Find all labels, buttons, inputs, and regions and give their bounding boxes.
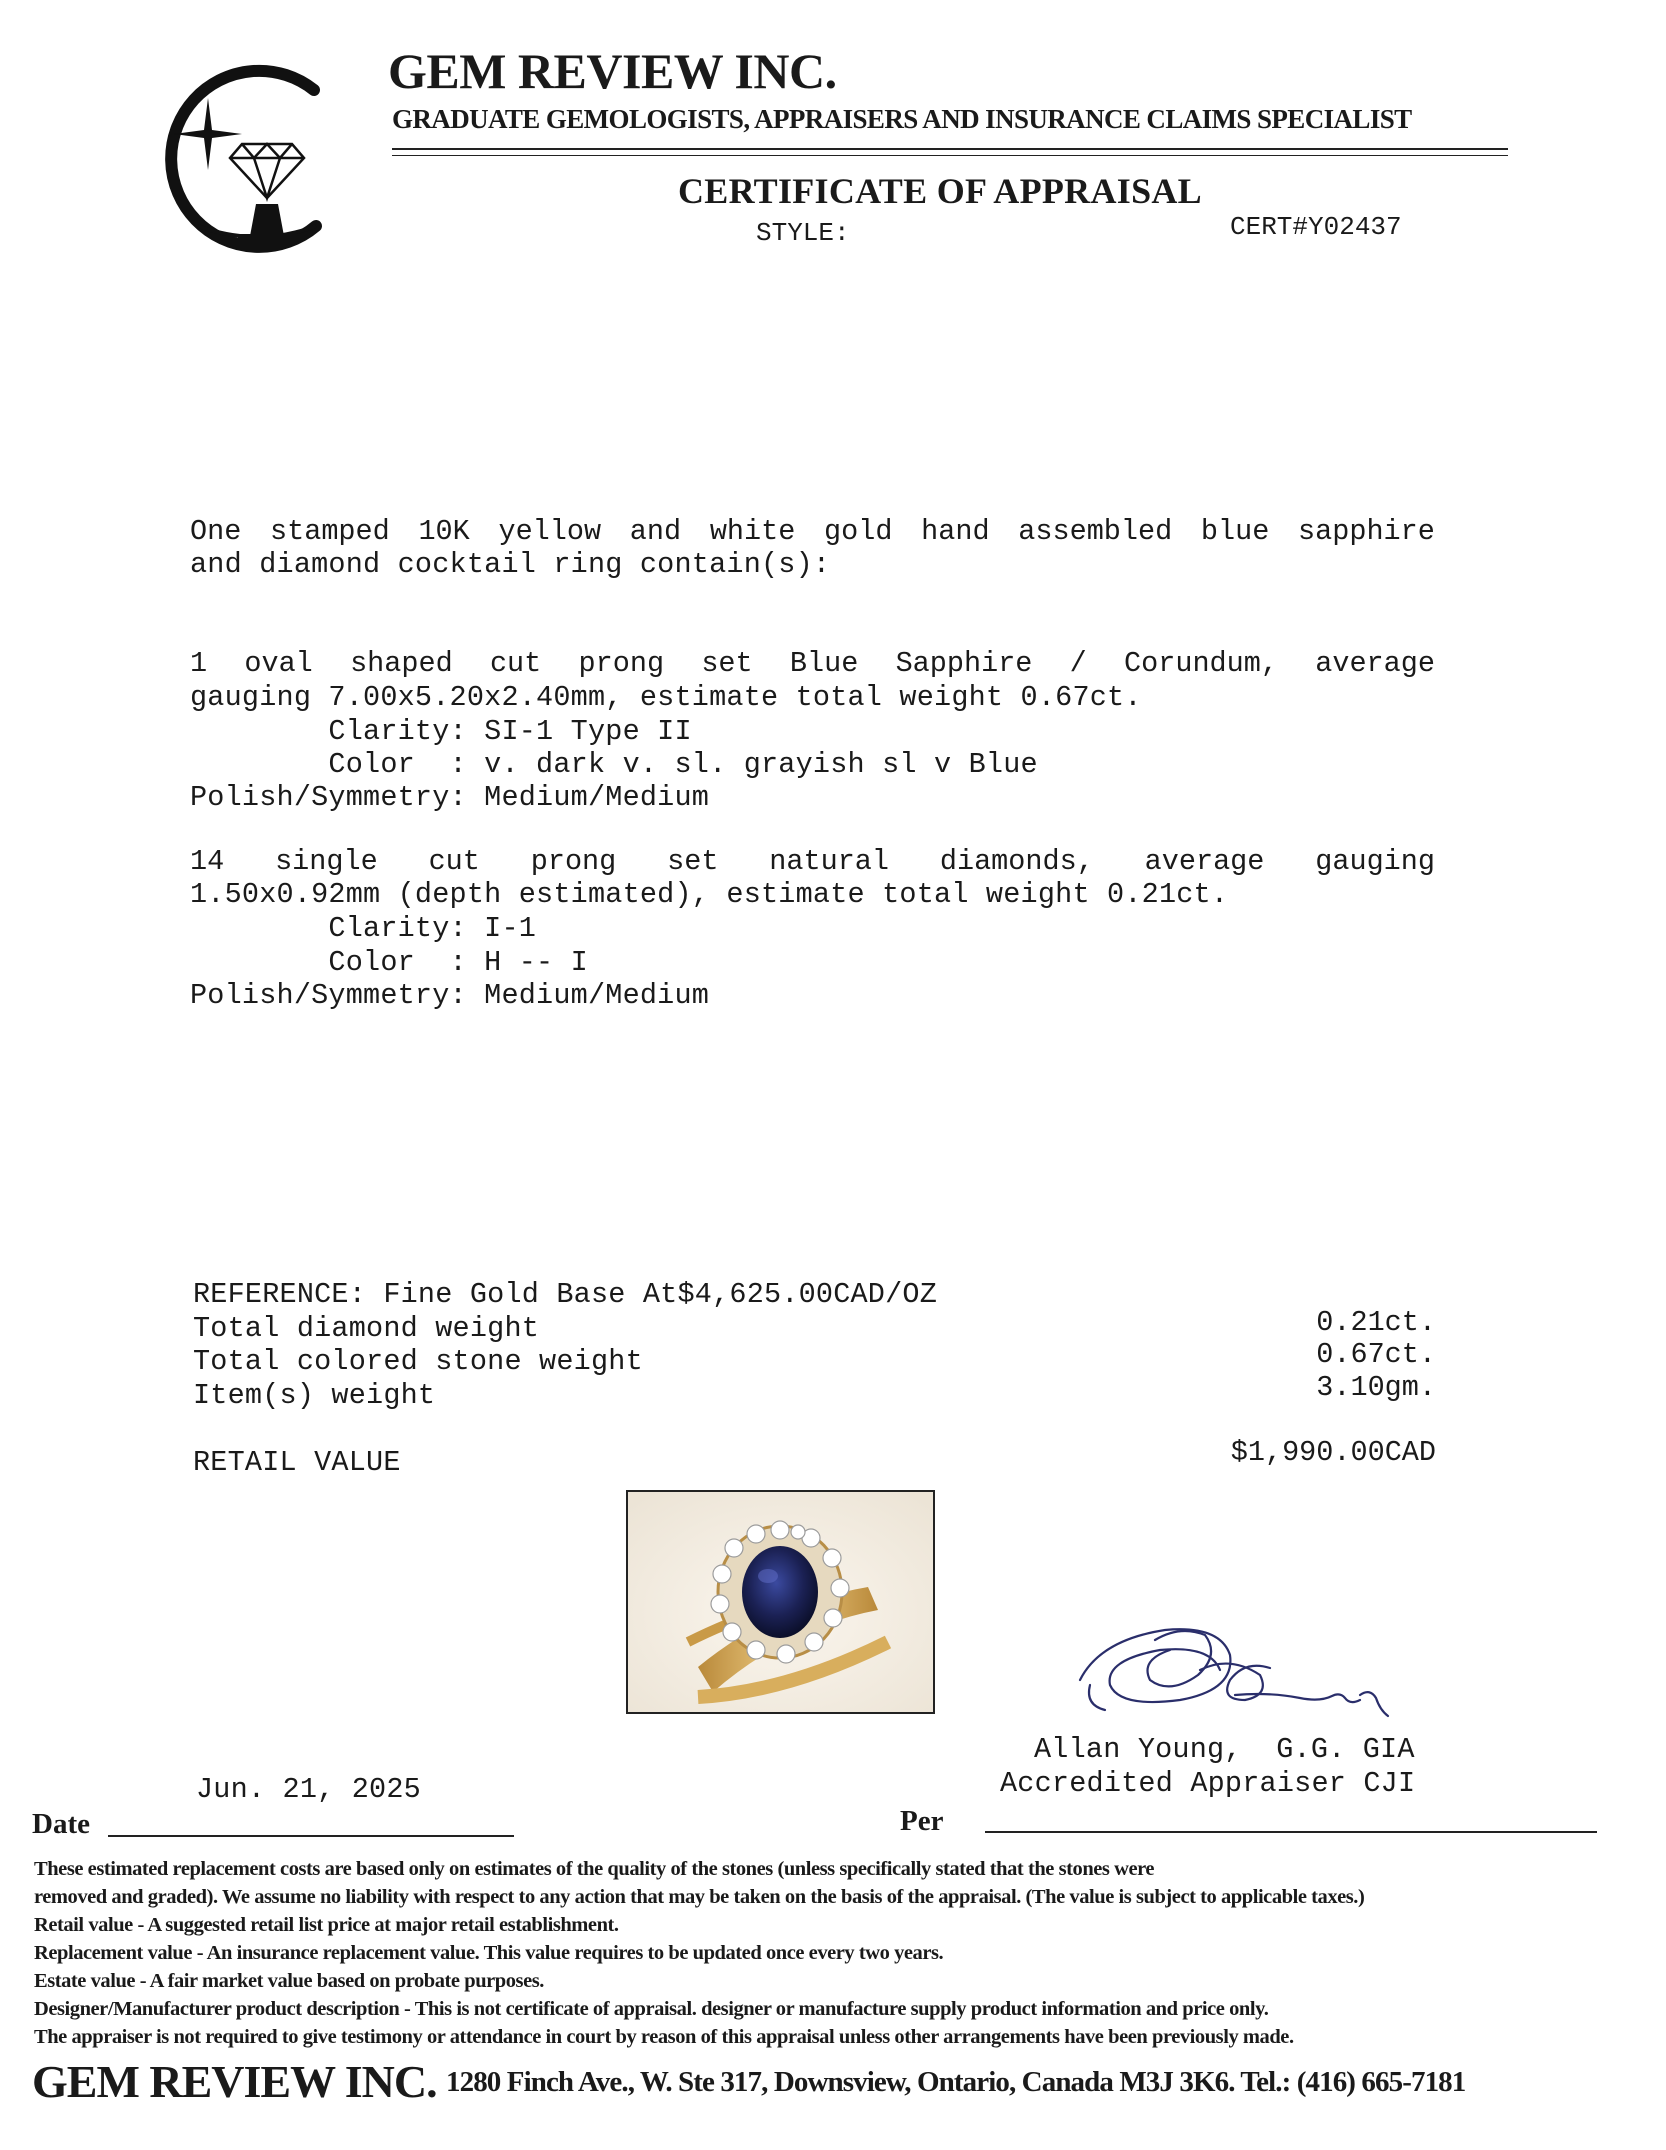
word: 1 [190,647,208,680]
cert-number: CERT#Y02437 [1230,212,1402,242]
word: shaped [350,647,453,680]
word: cut [489,647,542,680]
date-value: Jun. 21, 2025 [196,1773,421,1806]
disclaimer-line-7: The appraiser is not required to give testimony or attendance in court by reason of this appraisal unless other arrangements have been previously made. [34,2026,1294,2048]
header-rule-thin [392,155,1508,156]
word: average [1144,845,1265,878]
word: cut [428,845,480,878]
word: diamonds, [939,845,1094,878]
appraiser-name: Allan Young, G.G. GIA [1034,1733,1415,1766]
reference-line: REFERENCE: Fine Gold Base At$4,625.00CAD/OZ [193,1278,938,1311]
word: One [190,515,242,548]
summary-value-colored: 0.67ct. [1316,1338,1436,1371]
date-signature-line [108,1835,514,1837]
appraiser-credential: Accredited Appraiser CJI [1000,1767,1416,1800]
word: set [701,647,753,680]
word: Blue [789,647,859,680]
stone1-clarity: Clarity: SI-1 Type II [190,715,692,748]
word: oval [244,647,313,680]
stone2-color: Color : H -- I [190,946,588,979]
ring-illustration [628,1492,933,1712]
style-label: STYLE: [756,218,850,248]
footer-company-name: GEM REVIEW INC. [32,2056,437,2107]
ring-photo [626,1490,935,1714]
word: gold [824,515,893,548]
per-signature-line [985,1831,1597,1833]
per-label: Per [900,1805,944,1837]
gem-logo-icon [138,58,338,258]
disclaimer-line-3: Retail value - A suggested retail list price at major retail establishment. [34,1914,619,1936]
word: and [629,515,682,548]
stone2-polish: Polish/Symmetry: Medium/Medium [190,979,710,1012]
word: prong [530,845,617,878]
footer-address: 1280 Finch Ave., W. Ste 317, Downsview, Ontario, Canada M3J 3K6. Tel.: (416) 665-7181 [446,2066,1466,2098]
retail-value-amount: $1,990.00CAD [1230,1436,1436,1469]
date-label: Date [32,1808,90,1840]
retail-value-label: RETAIL VALUE [193,1446,401,1479]
word: set [667,845,719,878]
stone2-line-1 [190,845,1435,878]
stone1-color: Color : v. dark v. sl. grayish sl v Blue [190,748,1038,781]
word: Corundum, [1124,647,1278,680]
word: Sapphire [895,647,1033,680]
disclaimer-line-5: Estate value - A fair market value based on probate purposes. [34,1970,544,1992]
word: 10K [418,515,470,548]
word: single [275,845,378,878]
disclaimer-line-6: Designer/Manufacturer product description - This is not certificate of appraisal. designer or manufacture supply product information and price only. [34,1998,1269,2020]
stone1-line-2: gauging 7.00x5.20x2.40mm, estimate total weight 0.67ct. [190,681,1142,714]
word: gauging [1315,845,1435,878]
word: prong [578,647,665,680]
summary-label-item: Item(s) weight [193,1379,436,1412]
company-tagline: GRADUATE GEMOLOGISTS, APPRAISERS AND INSURANCE CLAIMS SPECIALIST [392,104,1412,134]
word: blue [1200,515,1270,548]
header-rule [392,148,1508,150]
summary-label-colored: Total colored stone weight [193,1345,643,1378]
company-name: GEM REVIEW INC. [388,43,837,99]
summary-value-item: 3.10gm. [1316,1371,1436,1404]
word: / [1069,647,1087,680]
word: sapphire [1298,515,1435,548]
summary-label-diamond: Total diamond weight [193,1312,540,1345]
disclaimer-line-1: These estimated replacement costs are based only on estimates of the quality of the stones (unless specifically stated that the stones were [34,1858,1155,1880]
signature [1070,1600,1400,1740]
word: hand [921,515,990,548]
word: assembled [1018,515,1173,548]
word: 14 [190,845,225,878]
disclaimer-line-4: Replacement value - An insurance replacement value. This value requires to be updated once every two years. [34,1942,944,1964]
certificate-title: CERTIFICATE OF APPRAISAL [678,171,1202,211]
word: yellow [498,515,602,548]
stone2-line-2: 1.50x0.92mm (depth estimated), estimate total weight 0.21ct. [190,878,1229,911]
summary-value-diamond: 0.21ct. [1316,1306,1436,1339]
description-line-2: and diamond cocktail ring contain(s): [190,548,831,581]
stone1-polish: Polish/Symmetry: Medium/Medium [190,781,710,814]
word: average [1315,647,1435,680]
word: white [709,515,796,548]
description-line-1 [190,515,1435,548]
word: stamped [270,515,390,548]
stone2-clarity: Clarity: I-1 [190,912,537,945]
word: natural [769,845,890,878]
disclaimer-line-2: removed and graded). We assume no liability with respect to any action that may be taken on the basis of the appraisal. (The value is subject to applicable taxes.) [34,1886,1365,1908]
stone1-line-1 [190,647,1435,680]
